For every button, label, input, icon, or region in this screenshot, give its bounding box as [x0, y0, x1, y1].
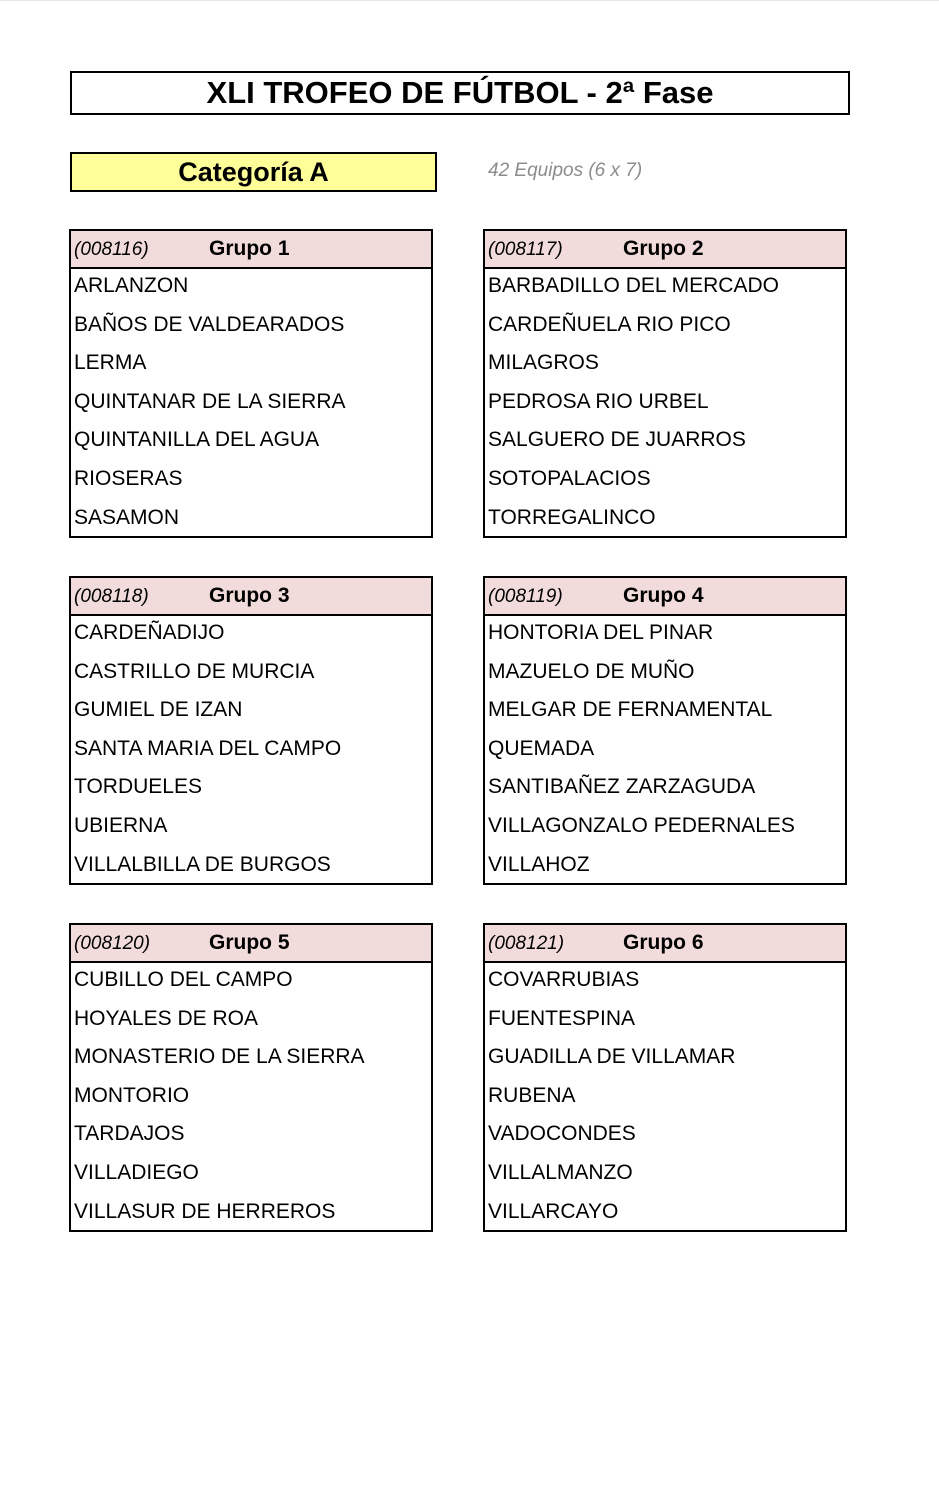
- group-name: Grupo 4: [623, 584, 704, 607]
- group-name: Grupo 3: [209, 584, 290, 607]
- team-row: ARLANZON: [74, 274, 189, 297]
- team-row: MONTORIO: [74, 1083, 190, 1107]
- team-list: [71, 269, 431, 539]
- group-code: (008120): [74, 933, 151, 954]
- group-header: [71, 925, 431, 963]
- group-3-table: [69, 576, 433, 885]
- team-row: MILAGROS: [488, 351, 599, 375]
- team-row: VILLALBILLA DE BURGOS: [74, 852, 331, 876]
- team-row: HOYALES DE ROA: [74, 1006, 258, 1030]
- team-row: GUMIEL DE IZAN: [74, 698, 243, 722]
- team-row: GUADILLA DE VILLAMAR: [488, 1045, 736, 1069]
- top-divider: [0, 0, 939, 1]
- team-list: [71, 963, 431, 1233]
- team-row: MAZUELO DE MUÑO: [488, 659, 695, 683]
- team-row: VADOCONDES: [488, 1122, 636, 1146]
- team-row: COVARRUBIAS: [488, 968, 640, 991]
- team-row: CASTRILLO DE MURCIA: [74, 659, 315, 683]
- group-header: [71, 578, 431, 616]
- group-name: Grupo 5: [209, 931, 290, 954]
- team-row: QUEMADA: [488, 736, 595, 760]
- team-row: BARBADILLO DEL MERCADO: [488, 274, 779, 297]
- group-name: Grupo 2: [623, 237, 704, 260]
- team-list: [485, 963, 845, 1233]
- group-name: Grupo 1: [209, 237, 290, 260]
- category-note: 42 Equipos (6 x 7): [488, 160, 643, 181]
- team-row: CARDEÑADIJO: [74, 621, 225, 644]
- group-5-table: [69, 923, 433, 1232]
- team-row: PEDROSA RIO URBEL: [488, 389, 709, 413]
- category-label: Categoría A: [70, 152, 437, 192]
- team-row: VILLADIEGO: [74, 1160, 199, 1184]
- group-name: Grupo 6: [623, 931, 704, 954]
- team-list: [485, 269, 845, 539]
- page-title: XLI TROFEO DE FÚTBOL - 2ª Fase: [70, 71, 850, 115]
- team-row: SANTA MARIA DEL CAMPO: [74, 736, 342, 760]
- team-row: CUBILLO DEL CAMPO: [74, 968, 293, 991]
- team-row: QUINTANAR DE LA SIERRA: [74, 389, 346, 413]
- team-list: [71, 616, 431, 886]
- group-code: (008118): [74, 586, 149, 607]
- group-2-table: [483, 229, 847, 538]
- team-row: SALGUERO DE JUARROS: [488, 428, 746, 452]
- team-row: BAÑOS DE VALDEARADOS: [74, 312, 345, 336]
- group-1-table: [69, 229, 433, 538]
- team-row: SOTOPALACIOS: [488, 466, 651, 490]
- group-header: [485, 925, 845, 963]
- team-row: VILLAHOZ: [488, 852, 590, 876]
- team-row: LERMA: [74, 351, 147, 375]
- team-row: HONTORIA DEL PINAR: [488, 621, 714, 644]
- team-row: VILLASUR DE HERREROS: [74, 1199, 336, 1223]
- team-row: MELGAR DE FERNAMENTAL: [488, 698, 773, 722]
- group-code: (008116): [74, 239, 149, 260]
- group-header: [485, 578, 845, 616]
- group-code: (008117): [488, 239, 563, 260]
- group-header: [71, 231, 431, 269]
- team-row: VILLALMANZO: [488, 1160, 633, 1184]
- group-6-table: [483, 923, 847, 1232]
- team-row: TARDAJOS: [74, 1122, 185, 1146]
- group-header: [485, 231, 845, 269]
- group-code: (008119): [488, 586, 563, 607]
- team-row: UBIERNA: [74, 813, 168, 837]
- team-row: VILLAGONZALO PEDERNALES: [488, 813, 795, 837]
- team-row: SASAMON: [74, 505, 180, 529]
- team-row: RIOSERAS: [74, 466, 183, 490]
- team-list: [485, 616, 845, 886]
- team-row: VILLARCAYO: [488, 1199, 619, 1223]
- team-row: SANTIBAÑEZ ZARZAGUDA: [488, 775, 756, 799]
- team-row: QUINTANILLA DEL AGUA: [74, 428, 320, 452]
- group-4-table: [483, 576, 847, 885]
- team-row: FUENTESPINA: [488, 1006, 636, 1030]
- team-row: CARDEÑUELA RIO PICO: [488, 312, 731, 336]
- group-code: (008121): [488, 933, 565, 954]
- team-row: MONASTERIO DE LA SIERRA: [74, 1045, 365, 1069]
- team-row: TORDUELES: [74, 775, 202, 799]
- team-row: RUBENA: [488, 1083, 576, 1107]
- team-row: TORREGALINCO: [488, 505, 656, 529]
